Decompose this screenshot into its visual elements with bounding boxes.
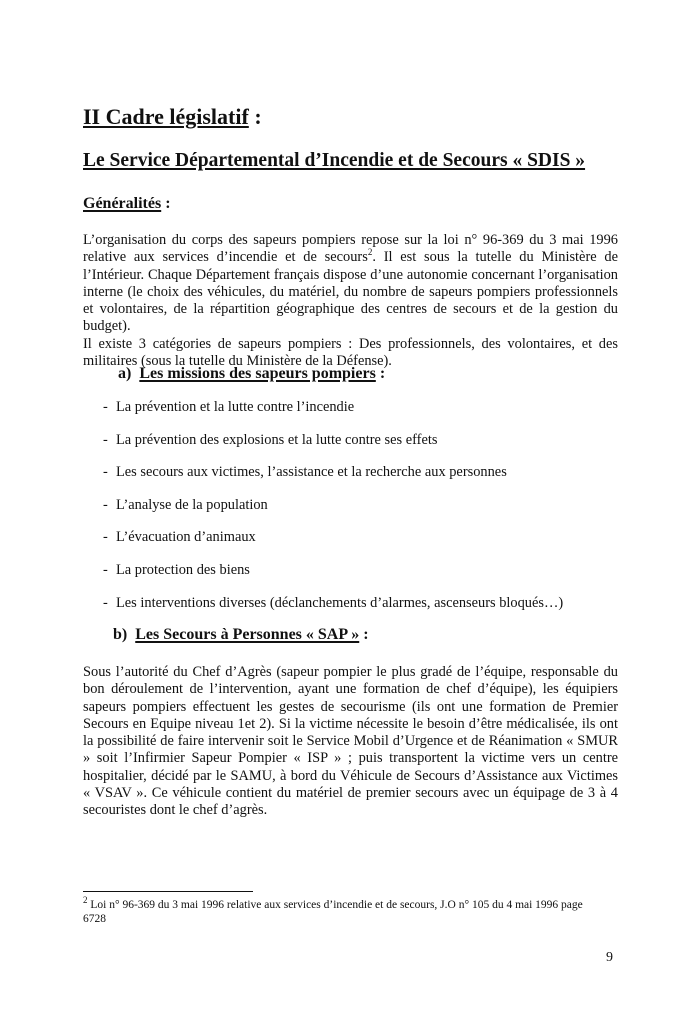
list-item-text: L’évacuation d’animaux (116, 529, 256, 545)
list-item (103, 595, 563, 612)
footnote-number: 2 (83, 895, 88, 906)
intro-text-categories: Il existe 3 catégories de sapeurs pompiers : Des professionnels, des volontaires, et des militaires (sous la tutelle du Ministère de la Défense). (83, 335, 618, 370)
section-title (83, 104, 262, 130)
page-number: 9 (606, 950, 613, 965)
dash-bullet-icon: - (103, 432, 108, 448)
generalites-text: Généralités (83, 195, 162, 212)
list-item-text: La prévention et la lutte contre l’incendie (116, 399, 355, 415)
sap-suffix: : (359, 626, 369, 643)
intro-text-part2: . Il est sous la tutelle du Ministère de l’Intérieur. Chaque Département français dispose d’une autonomie concernant l’organisation interne (le choix des véhicules, du matériel, du nombre de sapeurs pompiers professionnels et volontaires, de la répartition géographique des centres de secours et de la gestion du budget). (83, 249, 618, 335)
list-item (103, 562, 250, 579)
footnote-text: Loi n° 96-369 du 3 mai 1996 relative aux services d’incendie et de secours, J.O n° 105 du 4 mai 1996 page 6728 (83, 899, 583, 925)
dash-bullet-icon: - (103, 562, 108, 578)
list-item (103, 399, 354, 416)
list-item-text: Les secours aux victimes, l’assistance et la recherche aux personnes (116, 464, 507, 480)
footnote-separator (83, 891, 253, 892)
generalites-suffix: : (161, 195, 171, 212)
missions-title: Les missions des sapeurs pompiers (139, 365, 376, 382)
footnote-reference[interactable]: 2 (367, 247, 373, 258)
intro-paragraph (83, 232, 618, 370)
list-item-text: La protection des biens (116, 562, 250, 578)
section-title-text: II Cadre législatif (83, 104, 249, 129)
missions-heading (118, 365, 385, 383)
dash-bullet-icon: - (103, 595, 108, 611)
generalites-heading (83, 195, 171, 213)
list-item-text: L’analyse de la population (116, 497, 268, 513)
section-title-suffix: : (248, 104, 262, 129)
list-item-text: La prévention des explosions et la lutte contre ses effets (116, 432, 438, 448)
list-item-text: Les interventions diverses (déclanchements d’alarmes, ascenseurs bloqués…) (116, 595, 564, 611)
footnote (83, 895, 603, 926)
missions-label: a) (118, 365, 132, 382)
sap-paragraph: Sous l’autorité du Chef d’Agrès (sapeur pompier le plus gradé de l’équipe, responsable du bon déroulement de l’intervention, ayant une formation de chef d’équipe), les équipiers sapeurs pompiers effectuent les gestes de secourisme (ils ont une formation de Premier Secours en Equipe niveau 1et 2). Si la victime nécessite le besoin d’être médicalisée, ils ont la possibilité de faire intervenir soit le Service Mobil d’Urgence et de Réanimation « SMUR » soit l’Infirmier Sapeur Pompier « ISP » ; puis transportent la victime vers un centre hospitalier, décidé par le SAMU, à bord du Véhicule de Secours d’Assistance aux Victimes « VSAV ». Ce véhicule contient du matériel de premier secours avec un équipage de 3 à 4 secouristes dont le chef d’agrès. (83, 664, 618, 819)
sap-heading (113, 626, 369, 644)
dash-bullet-icon: - (103, 399, 108, 415)
list-item (103, 529, 256, 546)
sap-title: Les Secours à Personnes « SAP » (135, 626, 360, 643)
dash-bullet-icon: - (103, 497, 108, 513)
list-item (103, 432, 437, 449)
list-item (103, 497, 268, 514)
dash-bullet-icon: - (103, 464, 108, 480)
intro-text-part1: L’organisation du corps des sapeurs pompiers repose sur la loi n° 96-369 du 3 mai 1996 relative aux services d’incendie et de secours (83, 232, 618, 266)
list-item (103, 464, 507, 481)
dash-bullet-icon: - (103, 529, 108, 545)
subsection-title: Le Service Départemental d’Incendie et de Secours « SDIS » (83, 150, 586, 171)
sap-label: b) (113, 626, 128, 643)
missions-suffix: : (375, 365, 386, 382)
